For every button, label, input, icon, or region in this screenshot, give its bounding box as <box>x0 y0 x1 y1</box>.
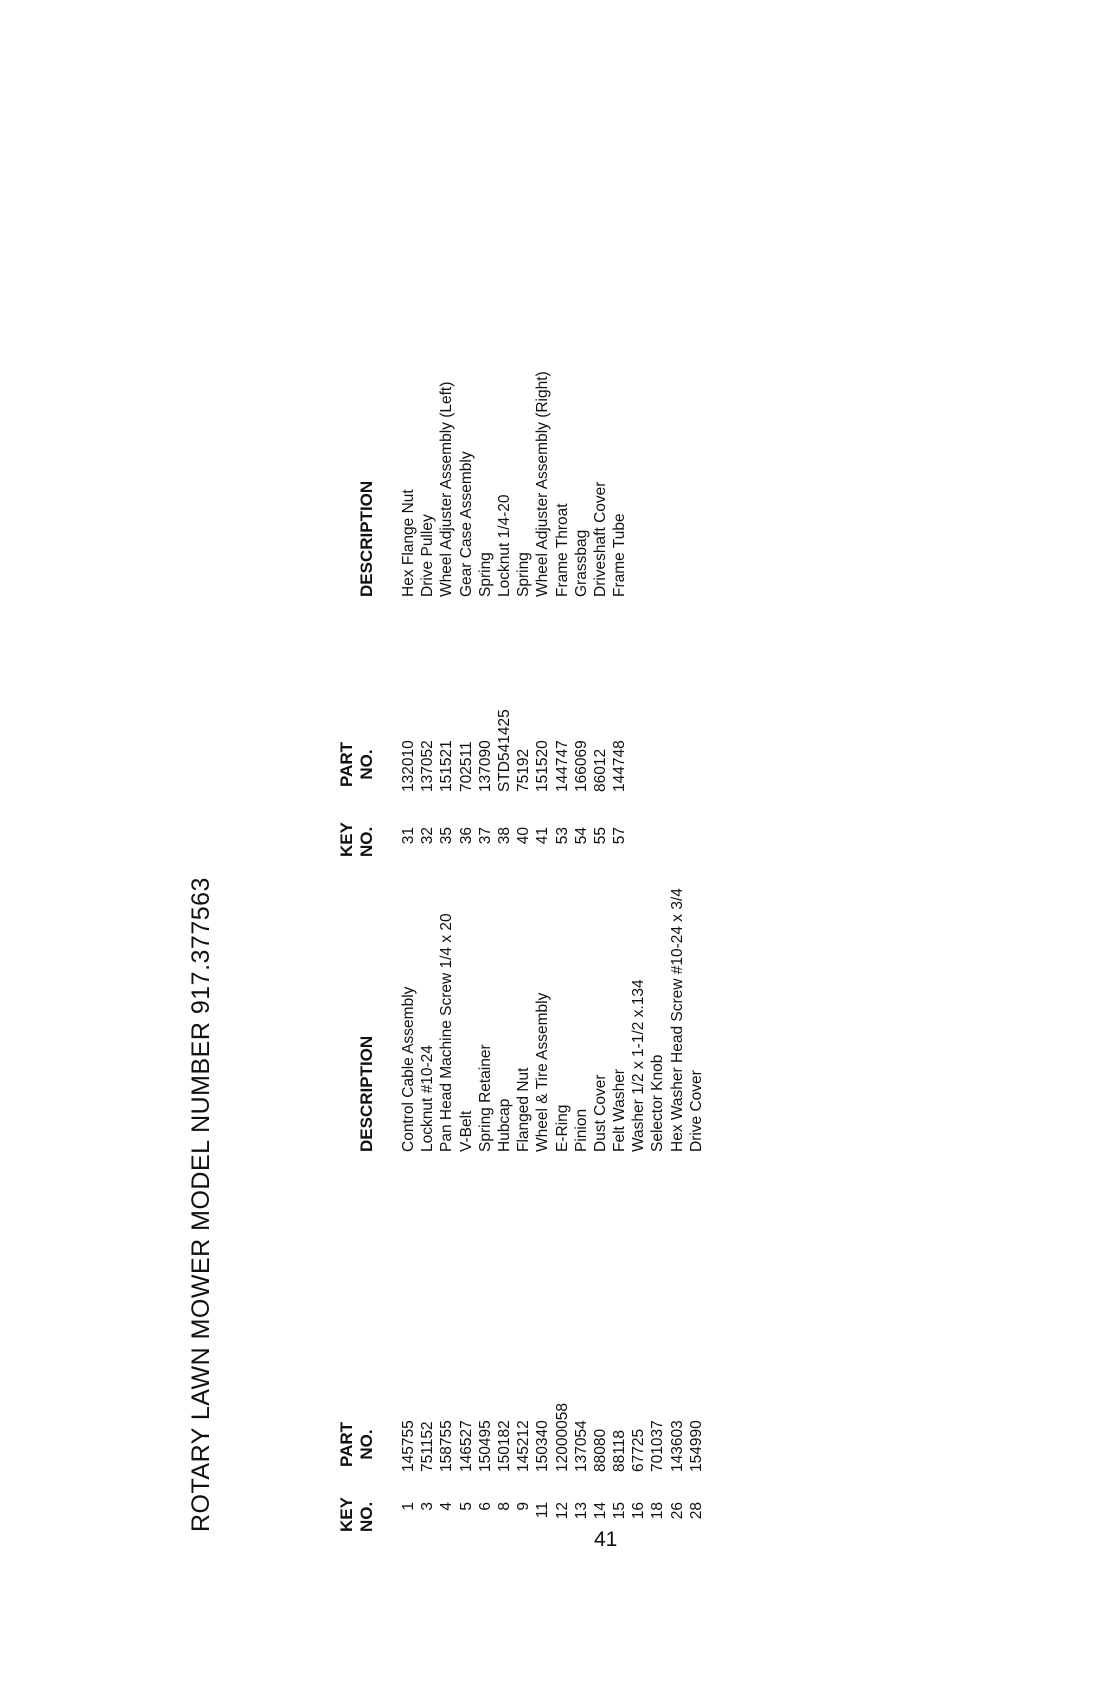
description-cell: Spring <box>476 552 494 597</box>
left-key-header-line1: KEY <box>337 1497 356 1532</box>
key-no-cell: 14 <box>591 1502 609 1520</box>
part-no-cell: 146527 <box>457 1420 475 1472</box>
left-key-column <box>399 1502 706 1532</box>
description-cell: Spring Retainer <box>476 1044 494 1152</box>
description-cell: V-Belt <box>457 1110 475 1152</box>
left-part-header-line2: NO. <box>357 1429 376 1460</box>
description-cell: Drive Cover <box>687 1070 705 1152</box>
key-no-cell: 9 <box>515 1502 533 1511</box>
right-part-no-header <box>337 742 377 787</box>
part-no-cell: 75192 <box>515 748 533 792</box>
part-no-cell: 12000058 <box>553 1403 571 1472</box>
part-no-cell: 751152 <box>419 1421 437 1472</box>
part-no-cell: 132010 <box>400 740 417 792</box>
parts-list-sheet <box>187 372 747 1572</box>
description-cell: Hex Washer Head Screw #10-24 x 3/4 <box>668 888 686 1152</box>
part-no-cell: 151520 <box>534 740 552 792</box>
right-key-no-header <box>337 822 377 857</box>
page-title: ROTARY LAWN MOWER MODEL NUMBER 917.377563 <box>187 877 215 1532</box>
key-no-cell: 16 <box>630 1502 648 1520</box>
part-no-cell: 144748 <box>611 740 629 792</box>
description-cell: Dust Cover <box>591 1074 609 1152</box>
description-cell: Selector Knob <box>649 1054 667 1152</box>
part-no-cell: 702511 <box>457 741 475 792</box>
description-cell: Driveshaft Cover <box>591 481 609 597</box>
part-no-cell: 154990 <box>687 1420 705 1472</box>
description-cell: Felt Washer <box>611 1069 629 1152</box>
part-no-cell: 151521 <box>438 740 456 792</box>
key-no-cell: 4 <box>438 1502 456 1511</box>
description-cell: Drive Pulley <box>419 514 437 597</box>
description-cell: E-Ring <box>553 1104 571 1152</box>
key-no-cell: 37 <box>476 827 494 845</box>
key-no-cell: 57 <box>611 827 629 845</box>
key-no-cell: 32 <box>419 827 437 845</box>
part-no-cell: 166069 <box>572 740 590 792</box>
key-no-cell: 53 <box>553 827 571 845</box>
right-part-column <box>399 709 629 792</box>
right-key-column <box>399 827 629 857</box>
part-no-cell: 150340 <box>534 1420 552 1472</box>
description-cell: Wheel Adjuster Assembly (Left) <box>438 381 456 597</box>
part-no-cell: 86012 <box>591 748 609 792</box>
part-no-cell: 88118 <box>611 1430 629 1472</box>
description-cell: Gear Case Assembly <box>457 451 475 597</box>
key-no-cell: 41 <box>534 827 552 845</box>
description-cell: Washer 1/2 x 1-1/2 x.134 <box>630 979 648 1152</box>
description-cell: Pinion <box>572 1108 590 1152</box>
left-description-column <box>399 888 706 1152</box>
key-no-cell: 6 <box>476 1502 494 1511</box>
key-no-cell: 12 <box>553 1502 571 1520</box>
description-cell: Wheel & Tire Assembly <box>534 992 552 1152</box>
description-cell: Spring <box>515 552 533 597</box>
description-cell: Pan Head Machine Screw 1/4 x 20 <box>438 913 456 1152</box>
part-no-cell: 143603 <box>668 1420 686 1472</box>
part-no-cell: 144747 <box>553 740 571 792</box>
key-no-cell: 18 <box>649 1502 667 1520</box>
description-cell: Hubcap <box>495 1098 513 1152</box>
key-no-cell: 38 <box>495 827 513 845</box>
part-no-cell: 67725 <box>630 1428 648 1472</box>
key-no-cell: 5 <box>457 1502 475 1511</box>
left-key-no-header <box>337 1497 377 1532</box>
key-no-cell: 8 <box>495 1502 513 1511</box>
right-description-column <box>399 371 629 597</box>
page-number: 41 <box>594 1528 618 1551</box>
part-no-cell: STD541425 <box>495 709 513 792</box>
right-part-header-line1: PART <box>337 741 356 787</box>
key-no-cell: 13 <box>572 1502 590 1520</box>
part-no-cell: 701037 <box>649 1420 667 1472</box>
part-no-cell: 145755 <box>400 1420 417 1472</box>
description-cell: Locknut 1/4-20 <box>495 494 513 597</box>
key-no-cell: 1 <box>400 1502 417 1511</box>
part-no-cell: 137054 <box>572 1420 590 1472</box>
part-no-cell: 150495 <box>476 1420 494 1472</box>
description-cell: Flanged Nut <box>515 1067 533 1152</box>
left-part-header-line1: PART <box>337 1421 356 1467</box>
key-no-cell: 36 <box>457 827 475 845</box>
description-cell: Grassbag <box>572 529 590 597</box>
key-no-cell: 40 <box>515 827 533 845</box>
description-cell: Hex Flange Nut <box>400 489 417 597</box>
key-no-cell: 11 <box>534 1502 552 1519</box>
right-key-header-line2: NO. <box>357 826 376 857</box>
key-no-cell: 15 <box>611 1502 629 1520</box>
right-description-header: DESCRIPTION <box>357 480 376 597</box>
left-part-column <box>399 1403 706 1472</box>
right-key-header-line1: KEY <box>337 822 356 857</box>
right-part-header-line2: NO. <box>357 749 376 780</box>
part-no-cell: 158755 <box>438 1420 456 1472</box>
description-cell: Locknut #10-24 <box>419 1045 437 1152</box>
part-no-cell: 137052 <box>419 740 437 792</box>
description-cell: Wheel Adjuster Assembly (Right) <box>534 371 552 597</box>
description-cell: Frame Throat <box>553 503 571 597</box>
key-no-cell: 26 <box>668 1502 686 1520</box>
key-no-cell: 28 <box>687 1502 705 1520</box>
key-no-cell: 35 <box>438 827 456 845</box>
left-key-header-line2: NO. <box>357 1501 376 1532</box>
part-no-cell: 137090 <box>476 740 494 792</box>
description-cell: Control Cable Assembly <box>400 986 417 1152</box>
key-no-cell: 31 <box>400 827 417 845</box>
key-no-cell: 3 <box>419 1502 437 1511</box>
left-part-no-header <box>337 1422 377 1467</box>
part-no-cell: 145212 <box>515 1420 533 1472</box>
key-no-cell: 54 <box>572 827 590 845</box>
left-description-header: DESCRIPTION <box>357 1035 376 1152</box>
key-no-cell: 55 <box>591 827 609 845</box>
description-cell: Frame Tube <box>611 513 629 597</box>
part-no-cell: 150182 <box>495 1420 513 1472</box>
part-no-cell: 88080 <box>591 1428 609 1472</box>
